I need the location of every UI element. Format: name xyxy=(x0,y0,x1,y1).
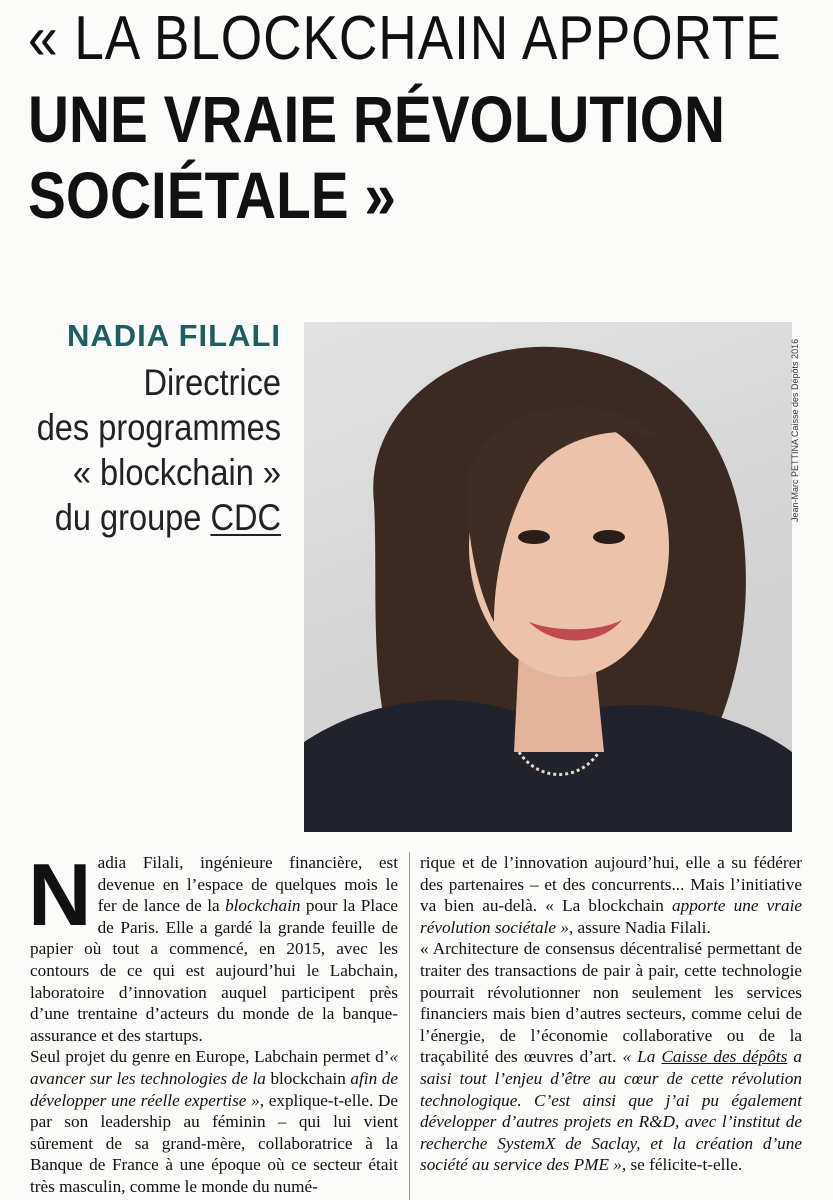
role-line-2: des programmes xyxy=(36,407,281,448)
p3-text-b: « La xyxy=(545,896,589,916)
p4-text-e: , se félicite-t-elle. xyxy=(621,1155,743,1175)
author-role xyxy=(17,360,281,540)
p3-text-e: , assure Nadia Filali. xyxy=(568,917,711,937)
headline-line-1: « LA BLOCKCHAIN APPORTE xyxy=(28,4,782,73)
p3-text-d: apporte une vraie révolution sociétale » xyxy=(420,896,802,937)
article-column-2 xyxy=(420,852,802,1176)
p4-text-d: a saisi tout l’enjeu d’être au cœur de cette révolution technologique. C’est ainsi que j’ai pu également développer d’autres projets en R&D, avec l’institut de recherche SystemX de Saclay, et la création d’une société au service des PME » xyxy=(420,1047,803,1175)
author-name: NADIA FILALI xyxy=(66,318,281,353)
role-line-1: Directrice xyxy=(143,362,281,403)
p3-text-c: blockchain xyxy=(588,896,664,916)
org-name: CDC xyxy=(210,497,281,538)
column-divider xyxy=(409,852,410,1200)
headline-line-2: UNE VRAIE RÉVOLUTION xyxy=(28,82,725,156)
p4-text-c: Caisse des dépôts xyxy=(661,1047,788,1067)
paragraph-4 xyxy=(420,938,802,1176)
role-line-4-prefix: du groupe xyxy=(54,497,211,538)
p2-text-c: blockchain xyxy=(270,1068,346,1088)
drop-cap: N xyxy=(28,845,92,944)
p2-text-d: afin de développer une réelle expertise » xyxy=(30,1068,398,1110)
headline xyxy=(28,4,818,238)
paragraph-3 xyxy=(420,852,802,938)
role-line-3: « blockchain » xyxy=(72,452,281,493)
p2-text-e: , explique-t-elle. De par son leadership au féminin – qui lui vient sûrement de sa grand-mère, collaboratrice à la Banque de France à une époque où ce secteur était très masculin, comme le monde du numé- xyxy=(30,1090,398,1196)
article-column-1 xyxy=(28,845,398,1198)
portrait-illustration xyxy=(304,322,792,832)
p4-text-b: « La xyxy=(622,1047,662,1067)
photo-credit: Jean-Marc PETTINA Caisse des Dépôts 2016 xyxy=(790,338,800,522)
p2-text-a: Seul projet du genre en Europe, Labchain permet d’ xyxy=(30,1047,390,1067)
byline xyxy=(0,318,281,540)
role-line-4 xyxy=(17,495,281,540)
p1-text-c: pour la Place de Paris. Elle a gardé la grande feuille de papier où tout a commencé, en 2015, avec les contours de ce qui est aujourd’hui le Labchain, laboratoire d’innovation auquel participent près d’une trentaine d’acteurs du monde de la banque-assurance et des startups. xyxy=(30,896,398,1045)
p2-text-b: « avancer sur les technologies de la xyxy=(30,1047,398,1088)
paragraph-2 xyxy=(30,1046,398,1197)
p1-text-b: blockchain xyxy=(225,896,301,916)
paragraph-1 xyxy=(28,845,398,1046)
portrait-photo xyxy=(304,322,792,832)
p4-text-a: « Architecture de consensus décentralisé permettant de traiter des transactions de pair à pair, cette technologie pourrait révolutionner non seulement les services financiers mais bien d’autres secteurs, comme celui de l’énergie, de l’économie collaborative ou de la traçabilité des œuvres d’art. xyxy=(420,939,802,1067)
p3-text-a: rique et de l’innovation aujourd’hui, elle a su fédérer des partenaires – et des concurrents... Mais l’initiative va bien au-delà. xyxy=(420,853,802,916)
p1-text-a: adia Filali, ingénieure financière, est devenue en l’espace de quelques mois le fer de lance de la xyxy=(97,853,398,916)
headline-line-3: SOCIÉTALE » xyxy=(28,158,396,232)
